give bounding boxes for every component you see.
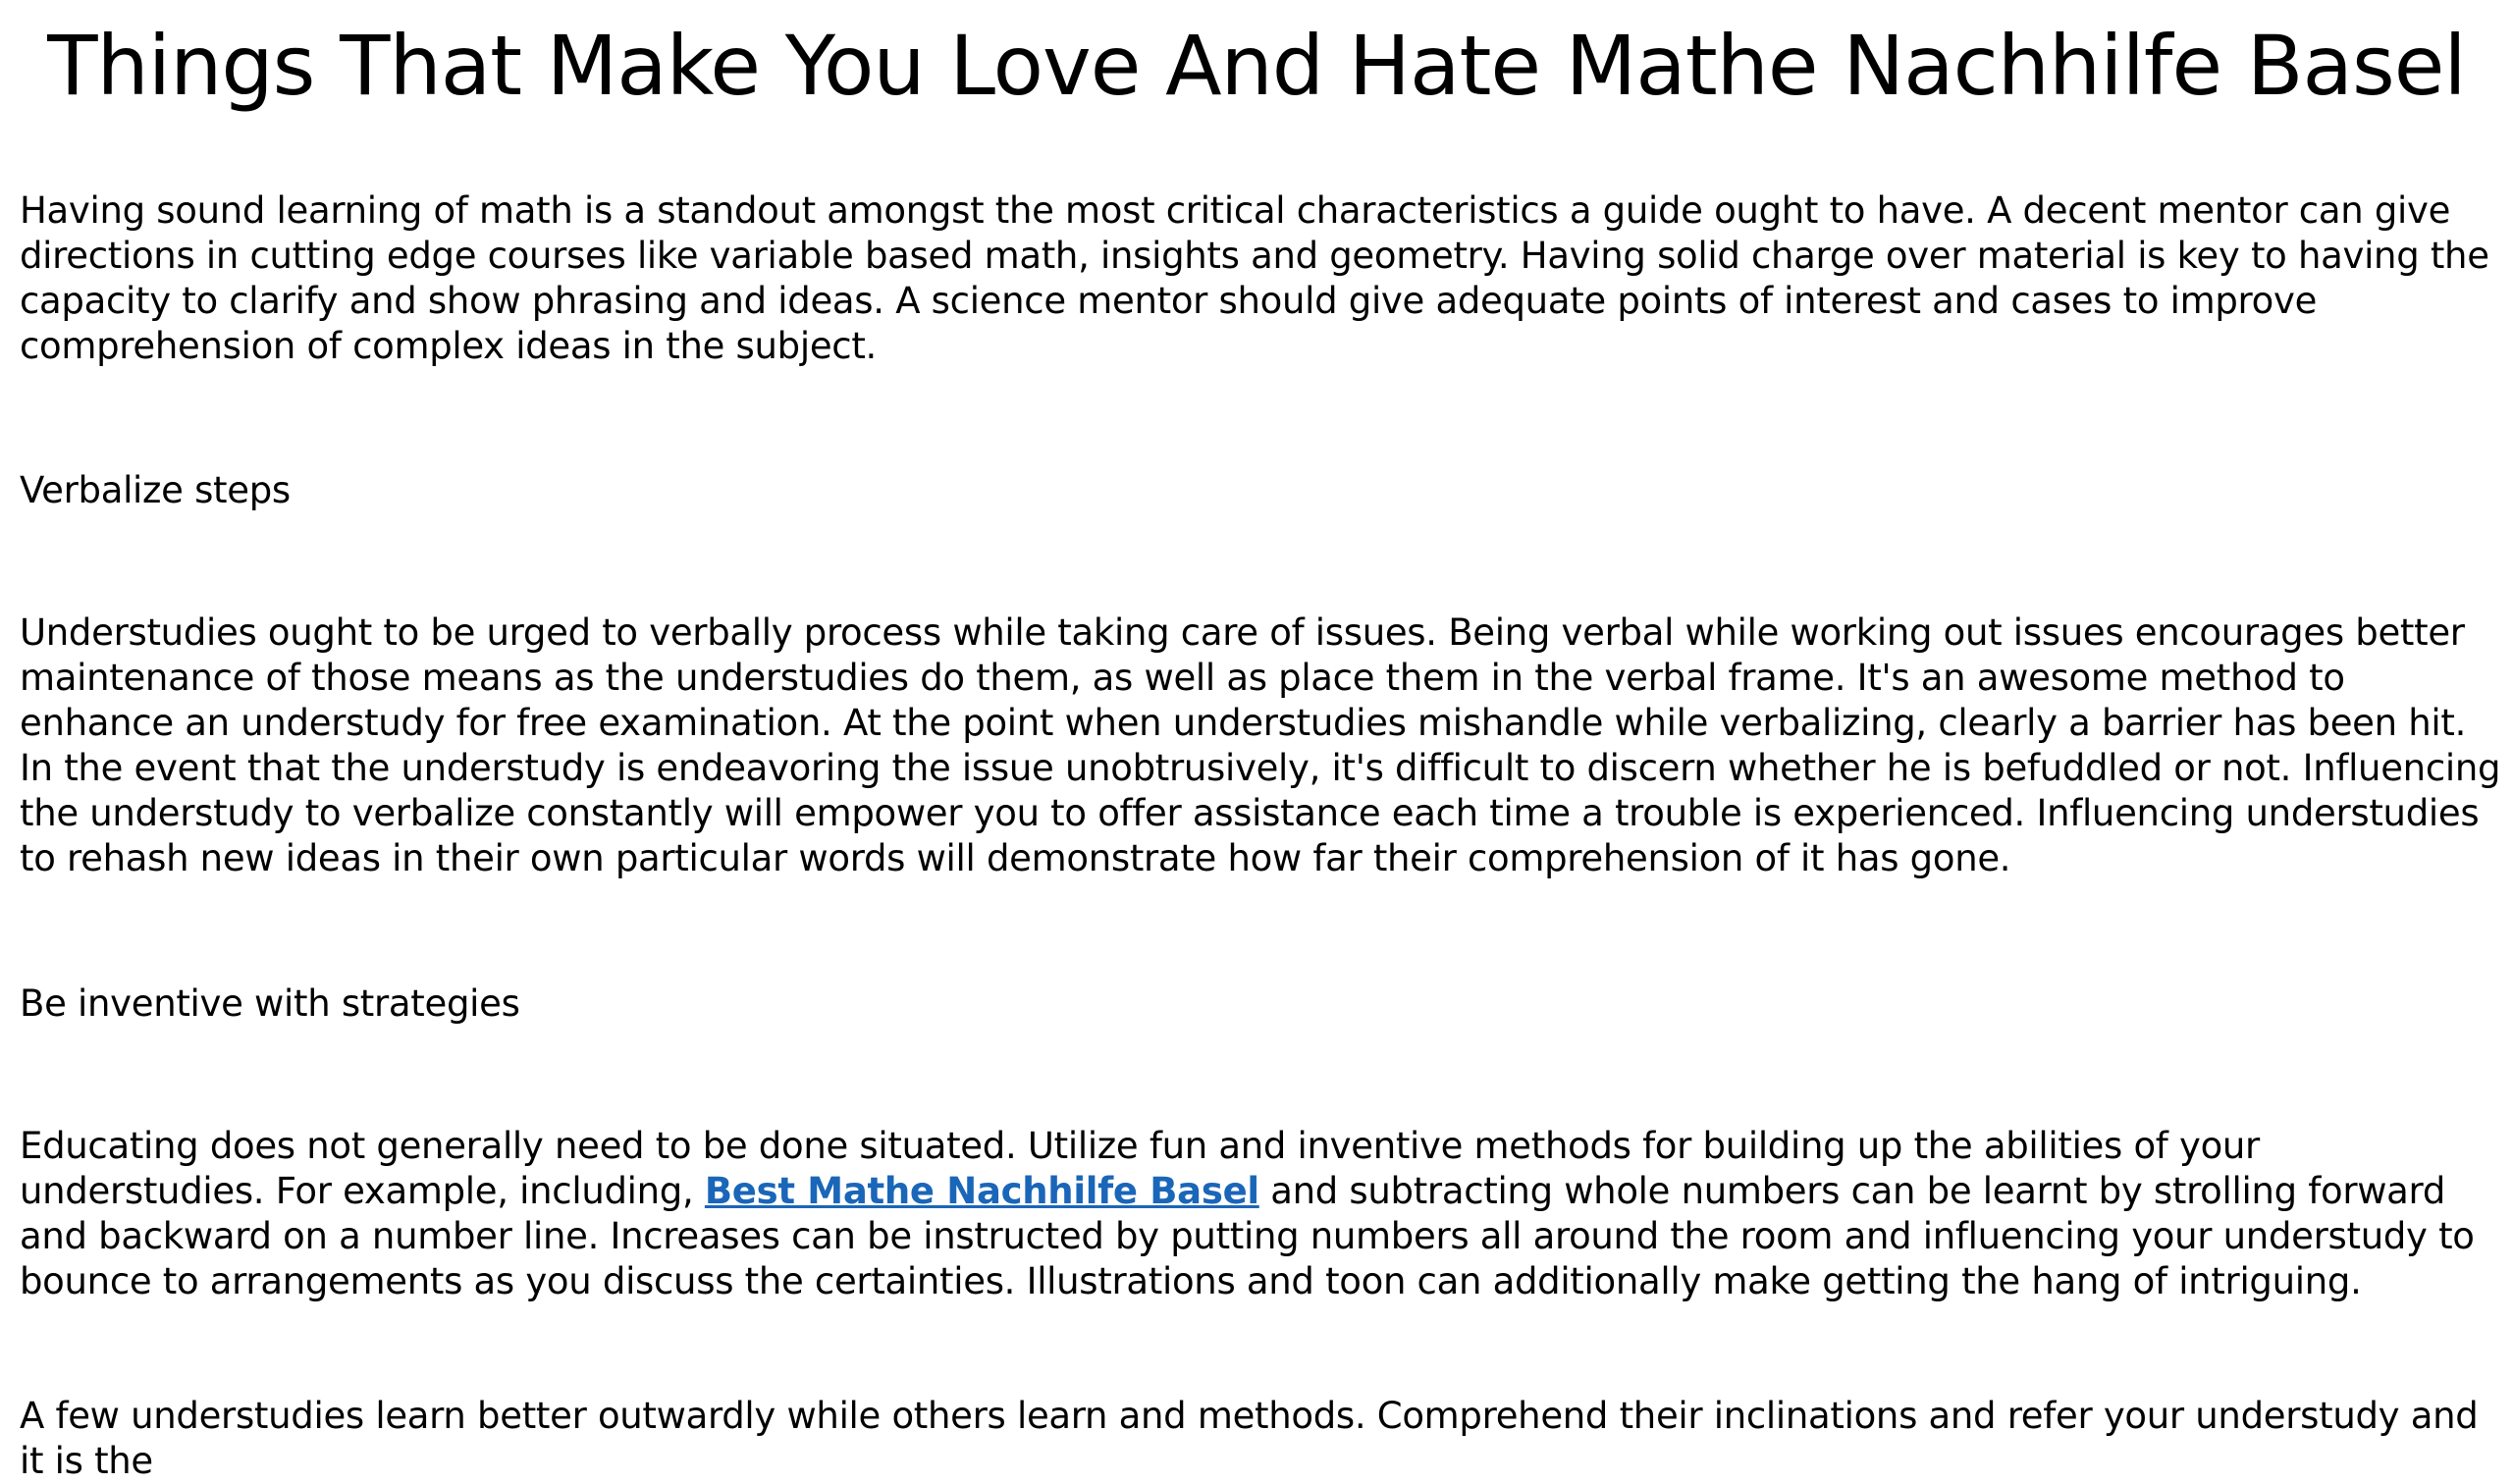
cut-off-paragraph: A few understudies learn better outwardly while others learn and methods. Comprehend their inclinations and refer your understudy and it is the [20,1395,2479,1482]
page-title: Things That Make You Love And Hate Mathe Nachhilfe Basel [47,18,2466,114]
section-heading-verbalize: Verbalize steps [20,469,291,511]
best-mathe-nachhilfe-basel-link[interactable]: Best Mathe Nachhilfe Basel [704,1170,1259,1212]
inventive-paragraph-text-before: Educating does not generally need to be done situated. Utilize fun and inventive methods for building up the abilities of your understudies. For example, including, [20,1125,2260,1212]
section-heading-inventive: Be inventive with strategies [20,982,520,1025]
inventive-paragraph-text-after: and subtracting whole numbers can be learnt by strolling forward and backward on a number line. Increases can be instructed by putting numbers all around the room and influencing your understudy to bounce to arrangements as you discuss the certainties. Illustrations and toon can additionally make getting the hang of intriguing. [20,1170,2475,1302]
verbalize-paragraph: Understudies ought to be urged to verbally process while taking care of issues. Being verbal while working out issues encourages better maintenance of those means as the understudies do them, as well as place them in the verbal frame. It's an awesome method to enhance an understudy for free examination. At the point when understudies mishandle while verbalizing, clearly a barrier has been hit. In the event that the understudy is endeavoring the issue unobtrusively, it's difficult to discern whether he is befuddled or not. Influencing the understudy to verbalize constantly will empower you to offer assistance each time a trouble is experienced. Influencing understudies to rehash new ideas in their own particular words will demonstrate how far their comprehension of it has gone. [20,611,2501,879]
intro-paragraph: Having sound learning of math is a standout amongst the most critical characteristics a guide ought to have. A decent mentor can give directions in cutting edge courses like variable based math, insights and geometry. Having solid charge over material is key to having the capacity to clarify and show phrasing and ideas. A science mentor should give adequate points of interest and cases to improve comprehension of complex ideas in the subject. [20,189,2489,367]
inventive-paragraph [20,1124,2503,1304]
